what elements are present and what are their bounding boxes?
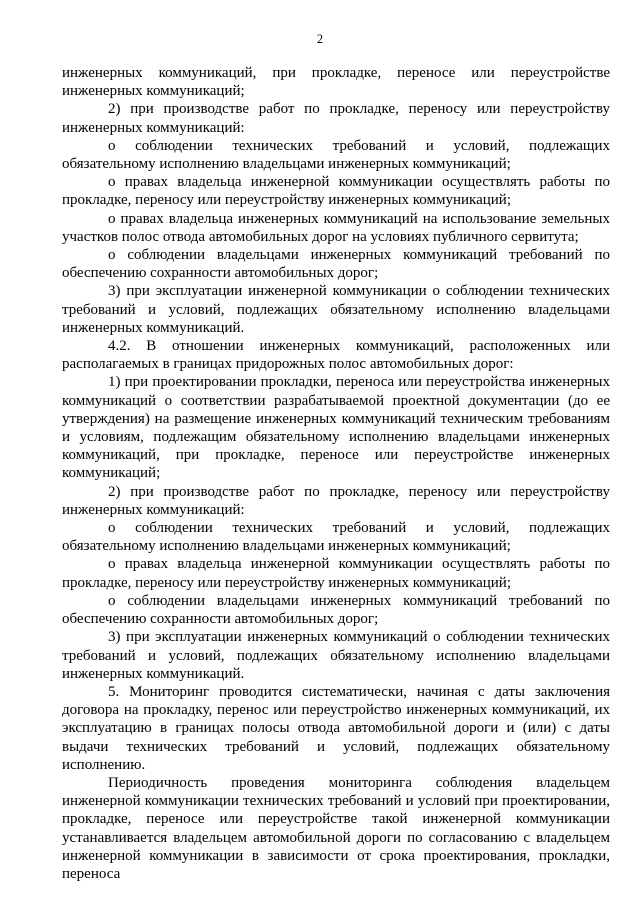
paragraph: о правах владельца инженерных коммуникаций на использование земельных участков полос отвода автомобильных дорог на условиях публичного сервитута; bbox=[62, 210, 610, 245]
paragraph-continuation: инженерных коммуникаций, при прокладке, переносе или переустройстве инженерных коммуникаций; bbox=[62, 65, 610, 100]
section-5: 5. Мониторинг проводится систематически, начиная с даты заключения договора на прокладку, перенос или переустройство инженерных коммуникаций, их эксплуатацию в границах полосы отвода автомобильной дороги и (или) с даты выдачи технических требований и условий, подлежащих обязательному исполнению. bbox=[62, 683, 610, 773]
paragraph: 3) при эксплуатации инженерных коммуникаций о соблюдении технических требований и условий, подлежащих обязательному исполнению владельцами инженерных коммуникаций. bbox=[62, 629, 610, 682]
paragraph: 3) при эксплуатации инженерной коммуникации о соблюдении технических требований и условий, подлежащих обязательному исполнению владельцами инженерных коммуникаций. bbox=[62, 283, 610, 336]
paragraph: о соблюдении технических требований и условий, подлежащих обязательному исполнению владельцами инженерных коммуникаций; bbox=[62, 137, 610, 173]
paragraph: о соблюдении владельцами инженерных коммуникаций требований по обеспечению сохранности автомобильных дорог; bbox=[62, 247, 610, 282]
paragraph: о правах владельца инженерной коммуникации осуществлять работы по прокладке, переносу или переустройству инженерных коммуникаций; bbox=[62, 174, 610, 209]
paragraph: 1) при проектировании прокладки, переноса или переустройства инженерных коммуникаций о соответствии разрабатываемой проектной документации (до ее утверждения) на размещение инженерных коммуникаций техническим требованиям и условиям, подлежащим обязательному исполнению владельцами инженерных коммуникаций, при прокладке, переносе или переустройстве инженерных коммуникаций; bbox=[62, 374, 610, 482]
document-body bbox=[62, 64, 610, 883]
page-number: 2 bbox=[316, 32, 324, 46]
paragraph: Периодичность проведения мониторинга соблюдения владельцем инженерной коммуникации технических требований и условий при проектировании, прокладке, переносе или переустройстве такой инженерной коммуникации устанавливается владельцем автомобильной дороги по согласованию с владельцем инженерной коммуникации в зависимости от срока проектирования, прокладки, переноса bbox=[62, 774, 610, 882]
paragraph: о соблюдении технических требований и условий, подлежащих обязательному исполнению владельцами инженерных коммуникаций; bbox=[62, 520, 610, 555]
paragraph: 2) при производстве работ по прокладке, переносу или переустройству инженерных коммуникаций: bbox=[62, 101, 610, 136]
paragraph: 2) при производстве работ по прокладке, переносу или переустройству инженерных коммуникаций: bbox=[62, 483, 610, 518]
paragraph: о соблюдении владельцами инженерных коммуникаций требований по обеспечению сохранности автомобильных дорог; bbox=[62, 592, 610, 628]
paragraph: о правах владельца инженерной коммуникации осуществлять работы по прокладке, переносу или переустройству инженерных коммуникаций; bbox=[62, 556, 610, 591]
section-heading-4-2: 4.2. В отношении инженерных коммуникаций, расположенных или располагаемых в границах придорожных полос автомобильных дорог: bbox=[62, 338, 610, 373]
